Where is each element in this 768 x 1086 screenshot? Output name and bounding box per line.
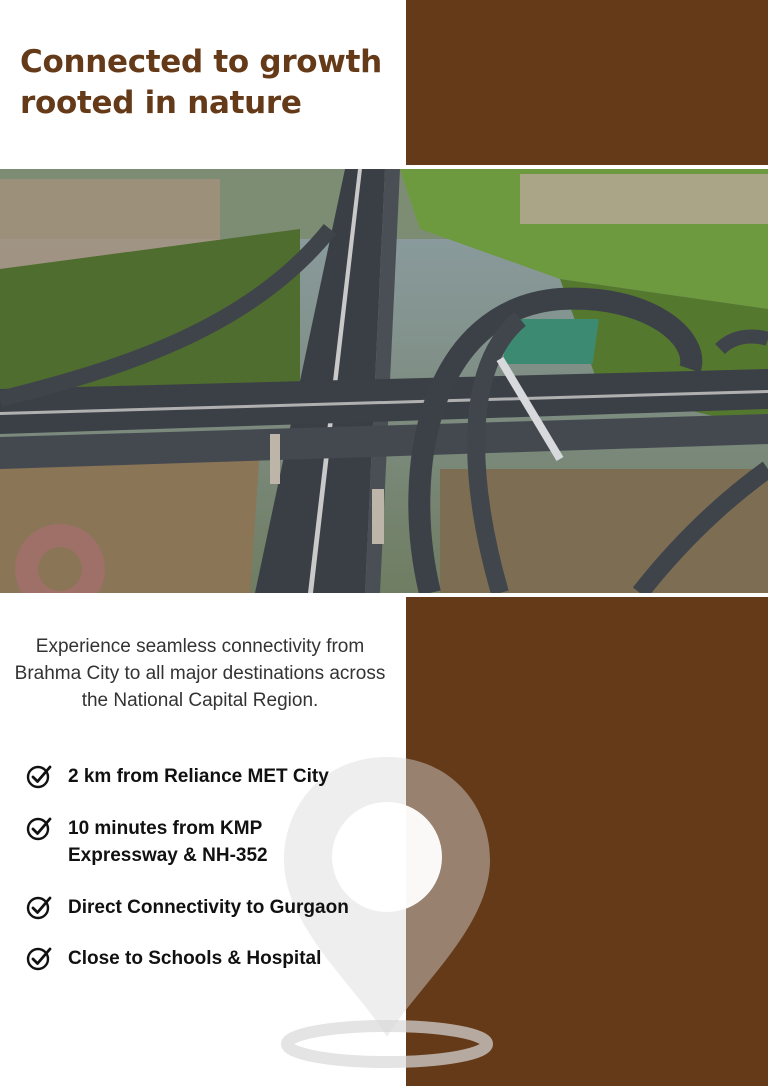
feature-line: Close to Schools & Hospital bbox=[68, 948, 322, 969]
check-circle-icon bbox=[26, 763, 52, 789]
title-line-2: rooted in nature bbox=[20, 85, 302, 121]
feature-item bbox=[26, 894, 406, 921]
feature-item bbox=[26, 945, 406, 972]
aerial-highway-photo bbox=[0, 169, 768, 593]
feature-line: Expressway & NH-352 bbox=[68, 845, 268, 866]
feature-item bbox=[26, 763, 406, 790]
intro-paragraph bbox=[0, 633, 400, 714]
feature-line: 2 km from Reliance MET City bbox=[68, 766, 329, 787]
check-circle-icon bbox=[26, 945, 52, 971]
title-line-1: Connected to growth bbox=[20, 44, 382, 80]
feature-text bbox=[68, 894, 349, 921]
check-circle-icon bbox=[26, 815, 52, 841]
intro-line-3: the National Capital Region. bbox=[81, 690, 319, 711]
check-circle-icon bbox=[26, 894, 52, 920]
feature-item bbox=[26, 815, 406, 869]
feature-line: Direct Connectivity to Gurgaon bbox=[68, 897, 349, 918]
page-title bbox=[20, 42, 382, 124]
feature-text bbox=[68, 763, 329, 790]
brown-accent-block-top bbox=[406, 0, 768, 165]
feature-text bbox=[68, 815, 268, 869]
intro-line-1: Experience seamless connectivity from bbox=[35, 636, 365, 657]
intro-line-2: Brahma City to all major destinations across bbox=[14, 663, 386, 684]
feature-text bbox=[68, 945, 321, 972]
feature-line: 10 minutes from KMP bbox=[68, 818, 263, 839]
